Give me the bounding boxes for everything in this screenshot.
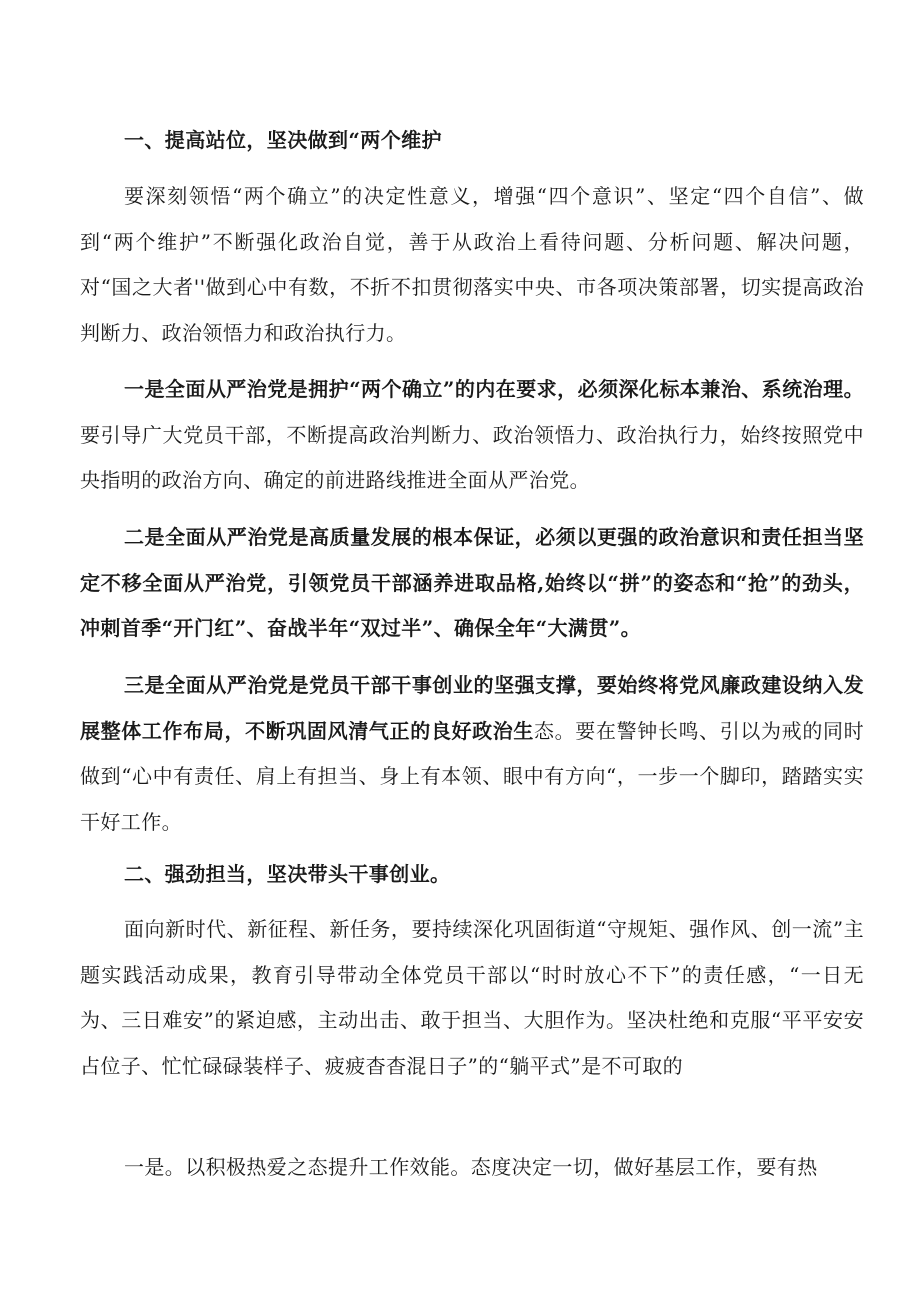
paragraph-point-three-lead: 三是全面从严治党是党员干部干事创业的坚强支撑，要始终将党风廉政建设纳入发展整体工作布局，不断巩固风清气正的良好政治生 [80,673,864,743]
paragraph-political-stance: 要深刻领悟“两个确立”的决定性意义，增强“四个意识”、坚定“四个自信”、做到“两个维护”不断强化政治自觉，善于从政治上看待问题、分析问题、解决问题，对“国之大者''做到心中有数，不折不扣贯彻落实中央、市各项决策部署，切实提高政治判断力、政治领悟力和政治执行力。 [80,184,864,345]
paragraph-point-one-body: 要引导广大党员干部，不断提高政治判断力、政治领悟力、政治执行力，始终按照党中央指明的政治方向、确定的前进路线推进全面从严治党。 [80,422,864,492]
paragraph-point-one [80,367,864,504]
paragraph-new-era: 面向新时代、新征程、新任务，要持续深化巩固街道“守规矩、强作风、创一流”主题实践活动成果，教育引导带动全体党员干部以“时时放心不下”的责任感，“一日无为、三日难安”的紧迫感，主动出击、敢于担当、大胆作为。坚决杜绝和克服“平平安安占位子、忙忙碌碌装样子、疲疲杳杳混日子”的“躺平式”是不可取的 [80,917,864,1078]
paragraph-point-three-body: 态。要在警钟长鸣、引以为戒的同时做到“心中有责任、肩上有担当、身上有本领、眼中有方向“，一步一个脚印，踏踏实实干好工作。 [80,718,864,834]
paragraph-point-two [80,515,864,652]
section-heading-1: 一、提高站位，坚决做到“两个维护 [124,128,442,152]
paragraph-enthusiasm: 一是。以积极热爱之态提升工作效能。态度决定一切，做好基层工作，要有热 [124,1155,818,1179]
paragraph-point-one-lead: 一是全面从严治党是拥护“两个确立”的内在要求，必须深化标本兼治、系统治理。 [124,377,864,401]
paragraph-point-three [80,663,864,845]
paragraph-point-two-lead: 二是全面从严治党是高质量发展的根本保证，必须以更强的政治意识和责任担当坚定不移全面从严治党，引领党员干部涵养进取品格,始终以“拼”的姿态和“抢”的劲头，冲刺首季“开门红”、奋战半年“双过半”、确保全年“大满贯”。 [80,525,864,640]
section-heading-2: 二、强劲担当，坚决带头干事创业。 [124,862,451,886]
